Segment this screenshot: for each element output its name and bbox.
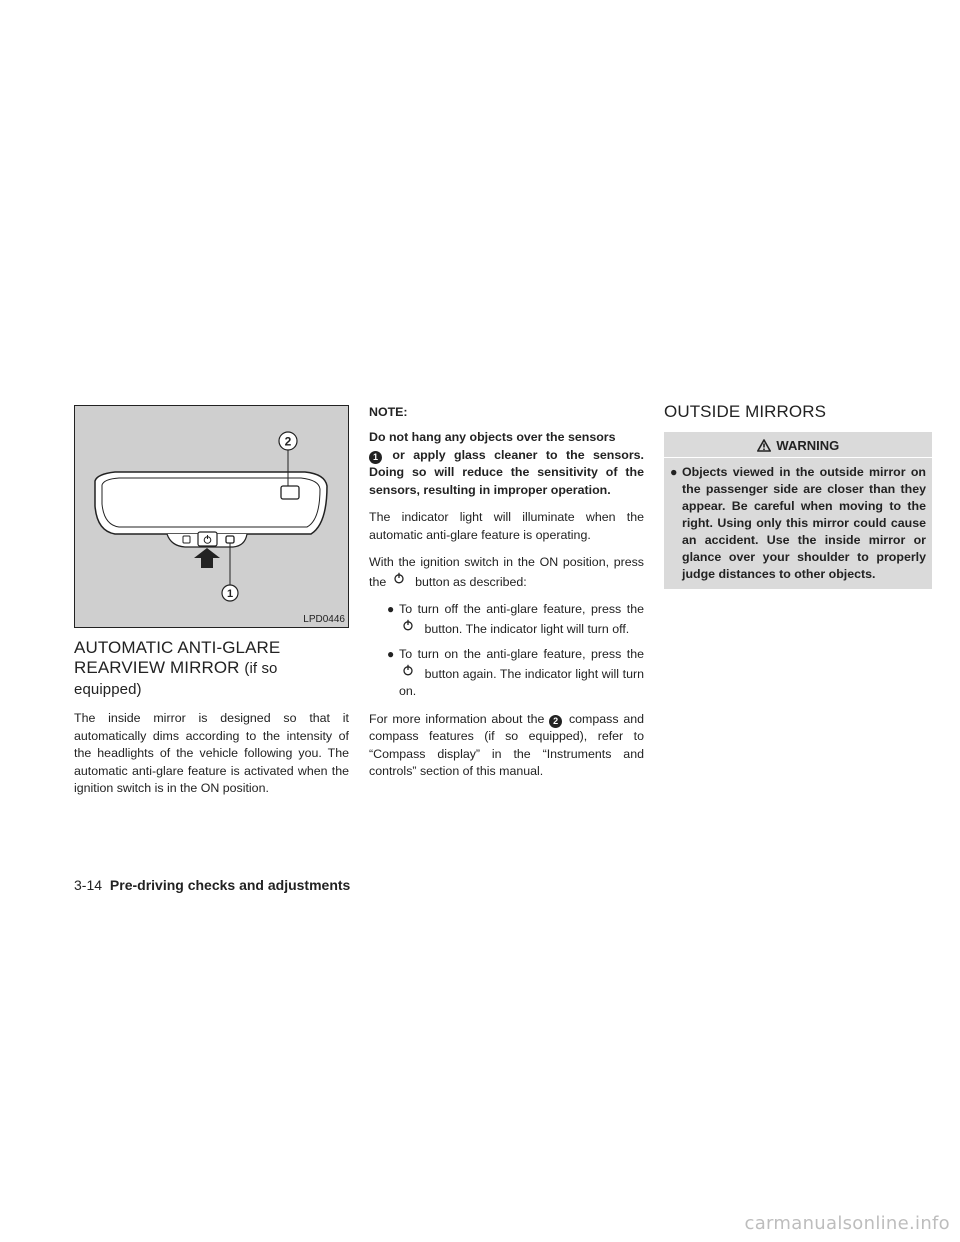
mirror-illustration xyxy=(75,406,348,627)
power-button-icon xyxy=(392,572,406,584)
compass-text-a: For more information about the xyxy=(369,711,545,726)
column-left xyxy=(74,405,349,808)
compass-paragraph xyxy=(369,711,644,781)
note-text-a: Do not hang any objects over the sensors xyxy=(369,430,616,444)
list-item xyxy=(387,646,644,701)
warning-box xyxy=(664,432,932,589)
compass-text-b: compass and compass features (if so equipped), refer to “Compass display” in the “Instruments and controls” section of this manual. xyxy=(369,711,644,778)
callout-1-badge: 1 xyxy=(369,451,382,464)
page-number: 3-14 xyxy=(74,877,103,893)
section-heading-anti-glare xyxy=(74,638,349,700)
ignition-text-b: button as described: xyxy=(415,574,527,589)
bullet1-text-a: To turn off the anti-glare feature, press the xyxy=(399,602,644,616)
watermark: carmanualsonline.info xyxy=(744,1213,950,1234)
bullet1-text-b: button. The indicator light will turn off. xyxy=(424,621,630,636)
note-heading: NOTE: xyxy=(369,405,408,419)
bullet2-text-a: To turn on the anti-glare feature, press the xyxy=(399,647,644,661)
indicator-paragraph: The indicator light will illuminate when the automatic anti-glare feature is operating. xyxy=(369,510,644,542)
power-button-icon xyxy=(401,619,415,631)
callout-1-label: 1 xyxy=(226,588,234,600)
column-right xyxy=(664,402,932,589)
list-item xyxy=(387,601,644,638)
column-middle xyxy=(369,405,644,791)
instructions-list xyxy=(369,601,644,701)
ignition-paragraph xyxy=(369,554,644,591)
warning-label: WARNING xyxy=(776,438,840,453)
heading-line-1: AUTOMATIC ANTI-GLARE xyxy=(74,638,281,657)
warning-triangle-icon xyxy=(757,439,771,452)
ignition-text-a: With the ignition switch in the ON position, press the xyxy=(369,555,644,589)
footer-section-title: Pre-driving checks and adjustments xyxy=(109,877,351,893)
note-paragraph xyxy=(369,429,644,499)
heading-suffix: (if so equipped) xyxy=(74,660,278,698)
figure-code: LPD0446 xyxy=(303,614,345,625)
heading-line-2: REARVIEW MIRROR xyxy=(74,658,240,677)
mirror-figure xyxy=(74,405,349,628)
callout-2-badge: 2 xyxy=(549,715,562,728)
section-heading-outside-mirrors: OUTSIDE MIRRORS xyxy=(664,402,827,421)
anti-glare-intro-paragraph: The inside mirror is designed so that it automatically dims according to the intensity of the headlights of the vehicle following you. The automatic anti-glare feature is activated when the ignition switch is in the ON position. xyxy=(74,711,349,795)
bullet-icon: ● xyxy=(387,647,395,661)
bullet2-text-b: button again. The indicator light will turn on. xyxy=(399,666,644,698)
callout-2-label: 2 xyxy=(284,434,292,449)
warning-item xyxy=(670,464,926,583)
bullet-icon: ● xyxy=(387,602,395,616)
power-button-icon xyxy=(401,664,415,676)
bullet-icon: ● xyxy=(670,465,678,479)
note-text-b: or apply glass cleaner to the sensors. Doing so will reduce the sensitivity of the sensors, resulting in improper operation. xyxy=(369,447,644,497)
page-footer xyxy=(74,877,350,893)
warning-header xyxy=(664,432,932,458)
warning-text: Objects viewed in the outside mirror on the passenger side are closer than they appear. Be careful when moving to the right. Using only this mirror could cause an accident. Use the inside mirror or glance over your shoulder to properly judge distances to other objects. xyxy=(682,465,926,581)
